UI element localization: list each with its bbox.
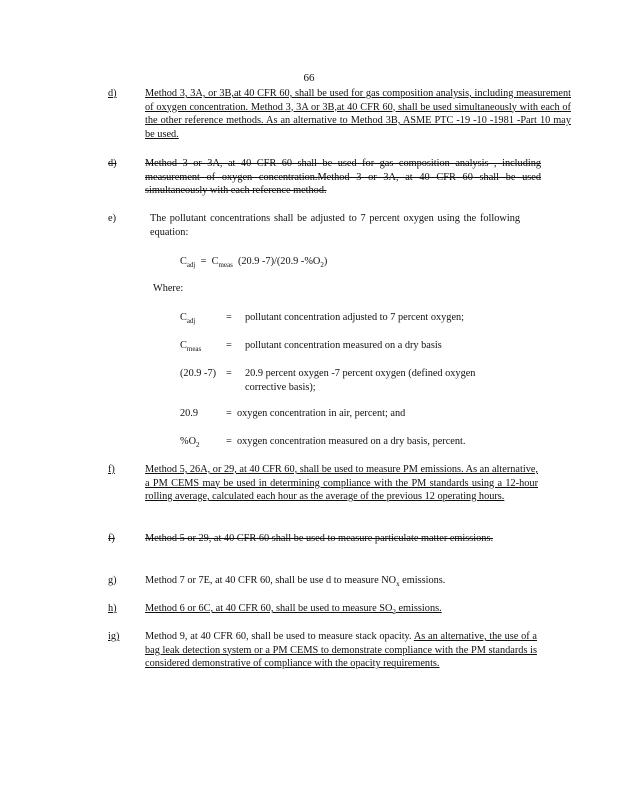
- item-label: f): [108, 533, 115, 544]
- item-label: g): [108, 575, 117, 586]
- item-label: ig): [108, 631, 120, 642]
- item-label: e): [108, 213, 116, 224]
- item-text: Method 5 or 29, at 40 CFR 60 shall be used to measure particulate matter emissions.: [145, 533, 494, 544]
- item-text: Method 6 or 6C, at 40 CFR 60, shall be used to measure $SO_2$ emissions.: [145, 603, 442, 617]
- item-text: Method 3 or 3A, at 40 CFR 60 shall be used for gas composition analysis , including measurement of oxygen concentration.Method 3 or 3A, at 40 CFR 60 shall be used simultaneously with each reference method.: [145, 158, 541, 196]
- item-label: d): [108, 88, 117, 99]
- item-text: Method 7 or 7E, at 40 CFR 60, shall be use d to measure $NO_x$ emissions.: [145, 575, 446, 589]
- item-text: The pollutant concentrations shall be adjusted to 7 percent oxygen using the following equation:: [150, 213, 520, 238]
- item-text: Method 9, at 40 CFR 60, shall be used to measure stack opacity. As an alternative, the use of a bag leak detection system or a PM CEMS to demonstrate compliance with the PM standards is considered demonstrative of compliance with the opacity requirements.: [145, 631, 538, 669]
- adjustment-equation: $C_{adj} = C_{meas}$ (20.9 -7)/(20.9 $-\%O_2$): [180, 256, 328, 270]
- item-label: f): [108, 464, 115, 475]
- item-text: Method 3, 3A, or 3B,at 40 CFR 60, shall be used for gas composition analysis, including measurement of oxygen concentration. Method 3, 3A or 3B,at 40 CFR 60, shall be used simultaneously with each of the other reference methods. As an alternative to Method 3B, ASME PTC -19 -10 -1981 -Part 10 may be used.: [145, 88, 571, 140]
- where-label: Where:: [153, 283, 184, 294]
- item-label: d): [108, 158, 117, 169]
- item-label: h): [108, 603, 117, 614]
- page-number: 66: [303, 72, 315, 84]
- item-text: Method 5, 26A, or 29, at 40 CFR 60, shall be used to measure PM emissions. As an alternative, a PM CEMS may be used in determining compliance with the PM standards using a 12-hour rolling average, calculated each hour as the average of the previous 12 operating hours.: [145, 464, 538, 502]
